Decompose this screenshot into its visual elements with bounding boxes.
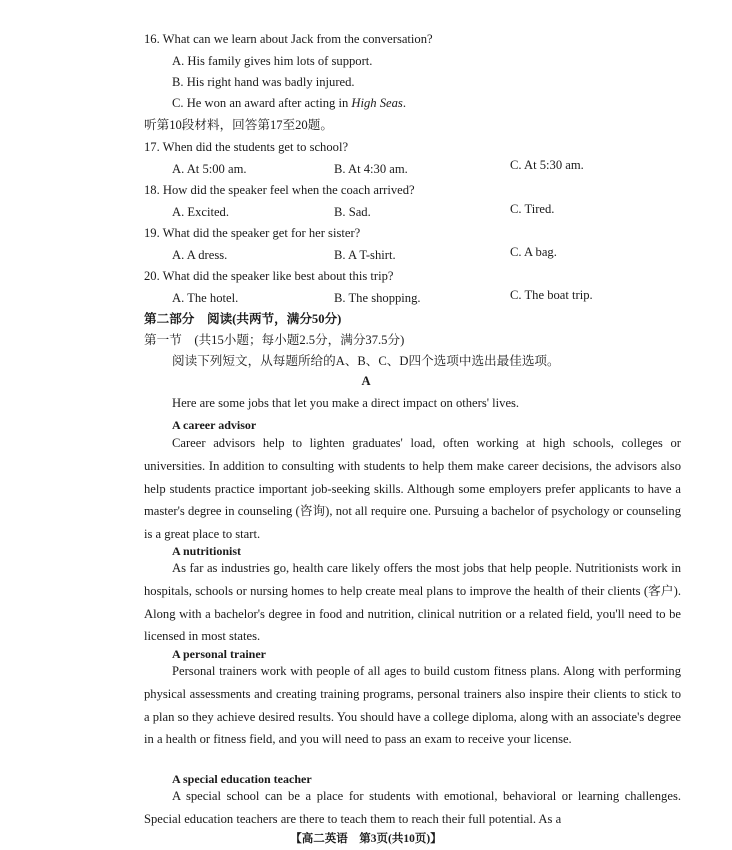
question-16: 16. What can we learn about Jack from the conversation? [144, 32, 433, 46]
job-title-career-advisor: A career advisor [172, 418, 257, 432]
job-title-special-education-teacher: A special education teacher [172, 772, 312, 786]
job-text-special-education-teacher [144, 785, 681, 831]
option-c-suffix: . [402, 96, 406, 110]
job-text-personal-trainer [144, 660, 681, 751]
question-17-option-c: C. At 5:30 am. [510, 158, 584, 172]
question-18-option-a: A. Excited. [172, 205, 230, 219]
question-16-option-b: B. His right hand was badly injured. [172, 75, 355, 89]
passage-letter: A [361, 374, 371, 388]
question-20: 20. What did the speaker like best about this trip? [144, 269, 394, 283]
question-18-option-b: B. Sad. [334, 205, 371, 219]
job-title-nutritionist: A nutritionist [172, 544, 242, 558]
question-16-option-c [172, 95, 406, 111]
question-17-option-a: A. At 5:00 am. [172, 162, 247, 176]
job-text-content: As far as industries go, health care likely offers the most jobs that help people. Nutritionists work in hospitals, schools or nursing homes to help create meal plans to improve the health of their clients (客户). Along with a bachelor's degree in food and nutrition, clinical nutrition or a related field, you'll need to be licensed in most states. [144, 561, 681, 644]
job-text-content: Personal trainers work with people of all ages to build custom fitness plans. Along with performing physical assessments and creating training programs, personal trainers also inspire their clients to stick to a plan so they achieve desired results. You should have a college diploma, along with an associate's degree in a health or fitness field, and you will need to pass an exam to receive your license. [144, 664, 681, 747]
question-18: 18. How did the speaker feel when the coach arrived? [144, 183, 415, 197]
question-17-option-b: B. At 4:30 am. [334, 162, 408, 176]
section-10-instruction: 听第10段材料，回答第17至20题。 [144, 118, 333, 132]
question-19: 19. What did the speaker get for her sister? [144, 226, 361, 240]
job-text-career-advisor [144, 432, 681, 546]
option-c-prefix: C. He won an award after acting in [172, 96, 352, 110]
question-18-option-c: C. Tired. [510, 202, 555, 216]
question-17: 17. When did the students get to school? [144, 140, 349, 154]
question-19-option-c: C. A bag. [510, 245, 557, 259]
question-16-option-a: A. His family gives him lots of support. [172, 54, 373, 68]
question-19-option-b: B. A T-shirt. [334, 248, 396, 262]
job-text-content: Career advisors help to lighten graduates' load, often working at high schools, colleges or universities. In addition to consulting with students to help them make career decisions, the advisors also help students practice important job-seeking skills. Although some employers prefer applicants to have a master's degree in counseling (咨询), not all require one. Pursuing a bachelor of psychology or counseling is a great place to start. [144, 436, 681, 542]
option-c-title: High Seas [351, 96, 403, 110]
question-20-option-b: B. The shopping. [334, 291, 421, 305]
question-20-option-c: C. The boat trip. [510, 288, 593, 302]
part-title: 第二部分 阅读(共两节，满分50分) [144, 312, 342, 326]
page-footer: 【高二英语 第3页(共10页)】 [290, 833, 442, 845]
job-title-personal-trainer: A personal trainer [172, 647, 266, 661]
question-20-option-a: A. The hotel. [172, 291, 239, 305]
job-text-nutritionist [144, 557, 681, 648]
section-title: 第一节 (共15小题；每小题2.5分，满分37.5分) [144, 333, 405, 347]
question-19-option-a: A. A dress. [172, 248, 228, 262]
passage-intro: Here are some jobs that let you make a direct impact on others' lives. [172, 396, 520, 410]
job-text-content: A special school can be a place for students with emotional, behavioral or learning challenges. Special education teachers are there to teach them to reach their full potential. As a [144, 789, 681, 826]
reading-instruction: 阅读下列短文，从每题所给的A、B、C、D四个选项中选出最佳选项。 [172, 354, 560, 368]
